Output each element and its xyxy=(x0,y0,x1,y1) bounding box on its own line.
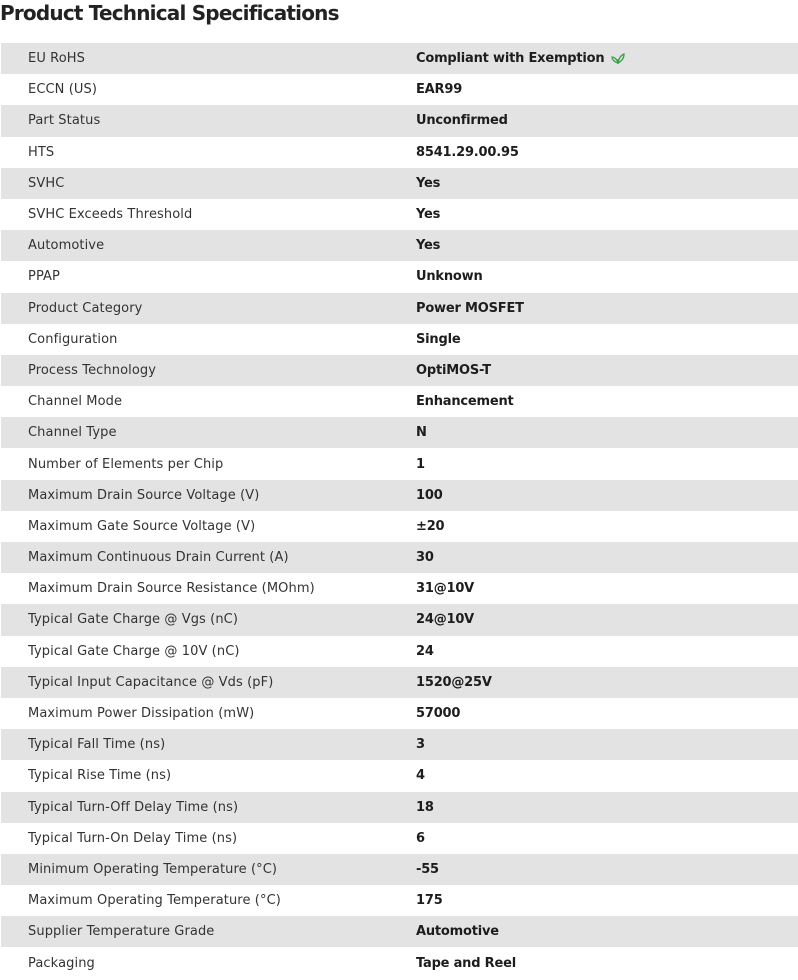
spec-value-cell xyxy=(388,230,798,261)
spec-label: Typical Gate Charge @ Vgs (nC) xyxy=(28,612,239,628)
leaf-icon xyxy=(611,52,625,64)
spec-row xyxy=(1,355,798,386)
spec-value: 4 xyxy=(416,768,425,784)
spec-value: 18 xyxy=(416,799,434,815)
spec-value: 30 xyxy=(416,550,434,566)
spec-row xyxy=(1,854,798,885)
spec-label: Typical Gate Charge @ 10V (nC) xyxy=(28,643,240,659)
spec-value: 1520@25V xyxy=(416,674,492,690)
spec-label: Maximum Continuous Drain Current (A) xyxy=(28,550,289,566)
spec-table-body xyxy=(1,43,798,979)
spec-label: Typical Turn-On Delay Time (ns) xyxy=(28,830,238,846)
spec-value: Tape and Reel xyxy=(416,955,516,971)
spec-label: SVHC Exceeds Threshold xyxy=(28,207,193,223)
spec-label: Typical Rise Time (ns) xyxy=(28,768,172,784)
spec-value-cell xyxy=(388,168,798,199)
spec-value-cell xyxy=(388,105,798,136)
spec-row xyxy=(1,636,798,667)
spec-label: Channel Mode xyxy=(28,394,123,410)
spec-row xyxy=(1,261,798,292)
spec-row xyxy=(1,480,798,511)
spec-row xyxy=(1,230,798,261)
spec-row xyxy=(1,885,798,916)
spec-value-cell xyxy=(388,729,798,760)
spec-label: SVHC xyxy=(28,175,65,191)
spec-value-cell xyxy=(388,199,798,230)
spec-value: 3 xyxy=(416,737,425,753)
spec-row xyxy=(1,105,798,136)
spec-value-cell xyxy=(388,448,798,479)
spec-row xyxy=(1,43,798,74)
spec-row xyxy=(1,386,798,417)
spec-row xyxy=(1,324,798,355)
spec-value: Single xyxy=(416,331,461,347)
spec-value-cell xyxy=(388,542,798,573)
spec-value-cell xyxy=(388,324,798,355)
spec-label: ECCN (US) xyxy=(28,82,98,98)
spec-value: Compliant with Exemption xyxy=(416,51,605,67)
spec-value: 6 xyxy=(416,830,425,846)
spec-label: Typical Fall Time (ns) xyxy=(28,737,166,753)
spec-row xyxy=(1,293,798,324)
spec-row xyxy=(1,448,798,479)
spec-value-cell xyxy=(388,417,798,448)
spec-value-cell xyxy=(388,74,798,105)
spec-value-cell xyxy=(388,386,798,417)
spec-value: 24@10V xyxy=(416,612,475,628)
spec-row xyxy=(1,698,798,729)
spec-label: Supplier Temperature Grade xyxy=(28,924,215,940)
spec-label: Process Technology xyxy=(28,362,157,378)
spec-row xyxy=(1,573,798,604)
spec-value: Yes xyxy=(416,238,441,254)
spec-value-cell xyxy=(388,698,798,729)
spec-row xyxy=(1,199,798,230)
spec-value-cell xyxy=(388,480,798,511)
spec-value-cell xyxy=(388,760,798,791)
spec-label: Maximum Operating Temperature (°C) xyxy=(28,893,281,909)
spec-label: Packaging xyxy=(28,955,95,971)
spec-value-cell xyxy=(388,916,798,947)
spec-row xyxy=(1,137,798,168)
spec-value: N xyxy=(416,425,427,441)
spec-label: Product Category xyxy=(28,300,143,316)
spec-value-cell xyxy=(388,43,798,74)
spec-value: 31@10V xyxy=(416,581,475,597)
spec-value: -55 xyxy=(416,861,439,877)
spec-value-cell xyxy=(388,823,798,854)
spec-label: Maximum Power Dissipation (mW) xyxy=(28,706,255,722)
spec-value: 100 xyxy=(416,487,443,503)
spec-label: Maximum Drain Source Resistance (MOhm) xyxy=(28,581,315,597)
spec-value-cell xyxy=(388,261,798,292)
spec-value: EAR99 xyxy=(416,82,463,98)
spec-label: Typical Input Capacitance @ Vds (pF) xyxy=(28,674,274,690)
spec-table xyxy=(1,43,798,979)
spec-value: OptiMOS-T xyxy=(416,362,491,378)
spec-value: ±20 xyxy=(416,518,445,534)
spec-label: Maximum Gate Source Voltage (V) xyxy=(28,518,256,534)
spec-value-cell xyxy=(388,792,798,823)
spec-label: Minimum Operating Temperature (°C) xyxy=(28,861,278,877)
spec-value-cell xyxy=(388,854,798,885)
spec-value-cell xyxy=(388,636,798,667)
spec-row xyxy=(1,417,798,448)
spec-row xyxy=(1,823,798,854)
spec-value-cell xyxy=(388,511,798,542)
spec-value: 24 xyxy=(416,643,434,659)
spec-label: Automotive xyxy=(28,238,105,254)
spec-value-cell xyxy=(388,355,798,386)
spec-value: 1 xyxy=(416,456,425,472)
spec-value-cell xyxy=(388,573,798,604)
spec-row xyxy=(1,667,798,698)
spec-row xyxy=(1,729,798,760)
spec-value: 57000 xyxy=(416,706,461,722)
spec-row xyxy=(1,792,798,823)
spec-value: Unconfirmed xyxy=(416,113,508,129)
spec-label: Part Status xyxy=(28,113,101,129)
spec-value-cell xyxy=(388,667,798,698)
spec-row xyxy=(1,511,798,542)
spec-row xyxy=(1,604,798,635)
spec-label: EU RoHS xyxy=(28,51,85,67)
spec-value: Enhancement xyxy=(416,394,514,410)
spec-value: Yes xyxy=(416,207,441,223)
spec-label: Configuration xyxy=(28,331,118,347)
spec-label: PPAP xyxy=(28,269,60,285)
spec-value-cell xyxy=(388,137,798,168)
spec-row xyxy=(1,74,798,105)
spec-value: Power MOSFET xyxy=(416,300,524,316)
spec-row xyxy=(1,542,798,573)
spec-label: Channel Type xyxy=(28,425,117,441)
page-title: Product Technical Specifications xyxy=(0,1,339,25)
spec-value-cell xyxy=(388,885,798,916)
spec-row xyxy=(1,168,798,199)
spec-label: Maximum Drain Source Voltage (V) xyxy=(28,487,260,503)
spec-row xyxy=(1,916,798,947)
spec-value: Automotive xyxy=(416,924,499,940)
spec-value-cell xyxy=(388,293,798,324)
spec-value-cell xyxy=(388,947,798,978)
spec-label: Typical Turn-Off Delay Time (ns) xyxy=(28,799,239,815)
spec-row xyxy=(1,760,798,791)
spec-value-cell xyxy=(388,604,798,635)
spec-label: Number of Elements per Chip xyxy=(28,456,224,472)
spec-value: 175 xyxy=(416,893,443,909)
spec-row xyxy=(1,947,798,978)
spec-label: HTS xyxy=(28,144,55,160)
spec-value: 8541.29.00.95 xyxy=(416,144,519,160)
spec-value: Unknown xyxy=(416,269,483,285)
spec-value: Yes xyxy=(416,175,441,191)
